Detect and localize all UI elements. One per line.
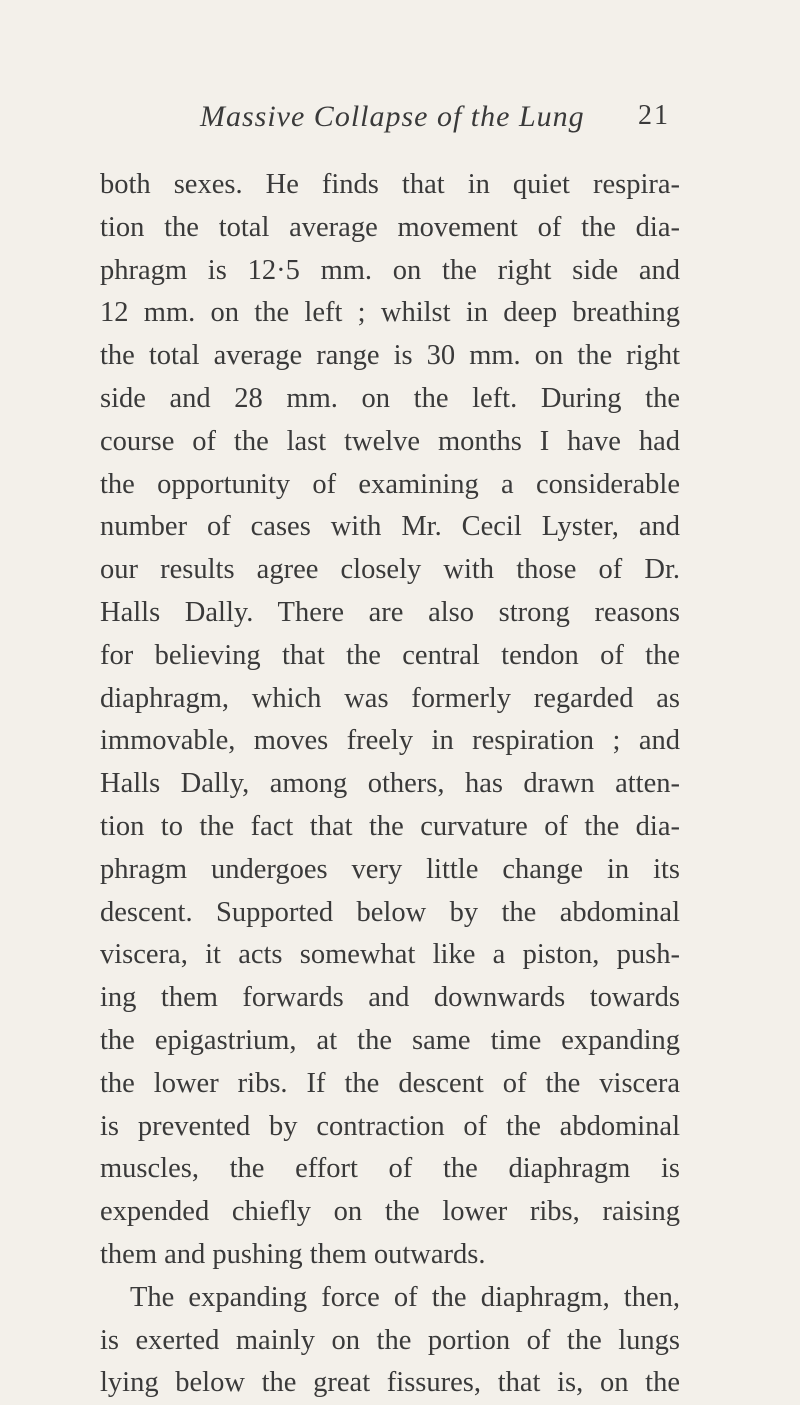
text-line: lying below the great fissures, that is, on the [100, 1367, 680, 1399]
text-line: the epigastrium, at the same time expanding [100, 1024, 680, 1056]
text-line: phragm is 12·5 mm. on the right side and [100, 254, 680, 286]
text-line: descent. Supported below by the abdominal [100, 896, 680, 928]
text-line: The expanding force of the diaphragm, then, [130, 1281, 680, 1313]
text-line: Halls Dally, among others, has drawn atten- [100, 768, 680, 800]
text-line: tion to the fact that the curvature of the dia- [100, 810, 680, 842]
running-head [200, 100, 670, 140]
text-line: 12 mm. on the left ; whilst in deep breathing [100, 297, 680, 329]
text-line: viscera, it acts somewhat like a piston, push- [100, 939, 680, 971]
text-line: ing them forwards and downwards towards [100, 982, 680, 1014]
running-title: Massive Collapse of the Lung [200, 100, 585, 133]
text-line: muscles, the effort of the diaphragm is [100, 1153, 680, 1185]
text-line: them and pushing them outwards. [100, 1238, 486, 1270]
text-line: the opportunity of examining a considerable [100, 468, 680, 500]
text-line: both sexes. He finds that in quiet respira- [100, 169, 680, 200]
text-line: for believing that the central tendon of the [100, 639, 680, 671]
text-line: is exerted mainly on the portion of the lungs [100, 1324, 680, 1356]
text-line: immovable, moves freely in respiration ; and [100, 725, 680, 757]
text-line: is prevented by contraction of the abdominal [100, 1110, 680, 1142]
text-line: number of cases with Mr. Cecil Lyster, and [100, 511, 680, 543]
text-line: tion the total average movement of the dia- [100, 211, 680, 243]
text-line: side and 28 mm. on the left. During the [100, 382, 680, 414]
page-number: 21 [638, 100, 670, 131]
text-line: expended chiefly on the lower ribs, raising [100, 1196, 680, 1228]
text-line: phragm undergoes very little change in its [100, 853, 680, 885]
text-line: diaphragm, which was formerly regarded as [100, 682, 680, 714]
text-line: our results agree closely with those of Dr. [100, 554, 680, 586]
text-line: course of the last twelve months I have had [100, 425, 680, 457]
text-line: the lower ribs. If the descent of the viscera [100, 1067, 680, 1099]
text-line: the total average range is 30 mm. on the right [100, 340, 680, 372]
body-text [100, 164, 680, 1405]
text-line: Halls Dally. There are also strong reasons [100, 596, 680, 628]
